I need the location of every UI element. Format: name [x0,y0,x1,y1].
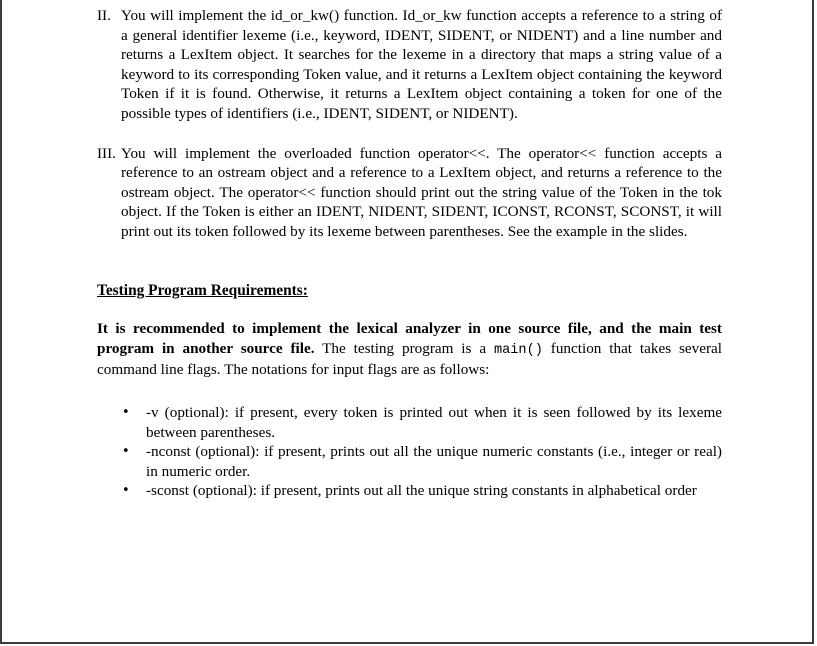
item-text: You will implement the overloaded function operator<<. The operator<< function accepts a reference to an ostream object and a reference to a LexItem object, and returns a reference to the ostream object. The operator<< function should print out the string value of the Token in the tok object. If the Token is either an IDENT, NIDENT, SIDENT, ICONST, RCONST, SCONST, it will print out its token followed by its lexeme between parentheses. See the example in the slides. [121,144,722,240]
flag-description: -nconst (optional): if present, prints out all the unique numeric constants (i.e., integer or real) in numeric order. [146,443,722,480]
testing-section-heading: Testing Program Requirements: [97,281,308,299]
intro-bold-text: It is recommended to implement the lexical analyzer in one source file, and the main test program in another source file. [97,320,722,357]
item-number: II. [97,7,111,24]
intro-text-continued: function that takes several command line flags. The notations for input flags are as follows: [97,339,722,379]
bullet-icon: • [122,483,130,499]
requirement-item-iii [97,144,722,242]
flag-description: -v (optional): if present, every token is printed out when it is seen followed by its lexeme between parentheses. [146,403,722,441]
intro-text: The testing program is a [314,339,494,357]
bullet-icon: • [122,444,130,460]
flag-list [97,403,722,501]
main-function-code: main() [493,342,543,358]
list-item-sconst-flag [122,481,722,501]
testing-intro-paragraph [97,319,722,380]
list-item-v-flag [122,403,722,442]
bullet-icon: • [122,404,130,420]
list-item-nconst-flag [122,442,722,481]
document-body [97,6,722,501]
item-number: III. [97,144,116,162]
item-text: You will implement the id_or_kw() function. Id_or_kw function accepts a reference to a string of a general identifier lexeme (i.e., keyword, IDENT, SIDENT, or NIDENT) and a line number and returns a LexItem object. It searches for the lexeme in a directory that maps a string value of a keyword to its corresponding Token value, and it returns a LexItem object containing the keyword Token if it is found. Otherwise, it returns a LexItem object containing a token for one of the possible types of identifiers (i.e., IDENT, SIDENT, or NIDENT). [121,7,722,122]
flag-description: -sconst (optional): if present, prints out all the unique string constants in alphabetical order [146,482,697,500]
requirement-item-ii [97,6,722,124]
